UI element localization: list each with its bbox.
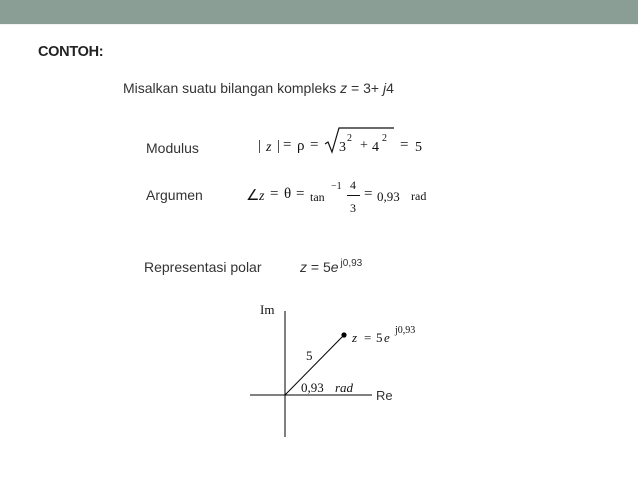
modulus-eq2: = (310, 137, 319, 153)
argumen-tan: tan (310, 190, 325, 204)
modulus-bar-right: | (277, 138, 281, 154)
point-e: e (384, 330, 390, 345)
intro-prefix: Misalkan suatu bilangan kompleks (123, 80, 341, 96)
argumen-eq2: = (296, 186, 305, 202)
polar-e: e (330, 259, 339, 275)
angle-value: 0,93 (301, 380, 324, 395)
point-eq: = (364, 330, 372, 345)
argumen-label: Argumen (146, 187, 203, 203)
argumen-unit: rad (411, 189, 427, 203)
modulus-a: 3 (339, 140, 346, 155)
polar-eq: = 5 (307, 259, 331, 275)
modulus-eq1: = (283, 137, 292, 153)
modulus-bar-left: | (258, 138, 262, 154)
heading: CONTOH: (38, 44, 104, 60)
argumen-eq3: = (364, 186, 373, 202)
point-exp: j0,93 (395, 325, 416, 336)
point-coef: 5 (376, 330, 383, 345)
argumen-eq1: = (270, 186, 279, 202)
argumen-result: 0,93 (377, 189, 400, 204)
modulus-rho: ρ (297, 138, 305, 154)
re-label: Re (376, 388, 393, 403)
argumen-den: 3 (350, 201, 356, 215)
polar-label: Representasi polar (144, 259, 262, 275)
intro-z: z (340, 80, 348, 96)
polar-z: z (300, 259, 307, 275)
modulus-plus: + (360, 138, 368, 153)
argumen-z: z (259, 189, 265, 204)
point-z (341, 332, 346, 337)
modulus-b-exp: 2 (382, 133, 387, 144)
argumen-inv: −1 (331, 181, 342, 192)
modulus-result: 5 (415, 140, 422, 155)
modulus-label: Modulus (146, 140, 199, 156)
intro-suffix: 4 (386, 80, 394, 96)
modulus-a-exp: 2 (347, 133, 352, 144)
intro-eq: = 3+ (347, 80, 383, 96)
argumen-theta: θ (284, 186, 292, 202)
argumen-angle: ∠ (246, 188, 260, 204)
modulus-eq3: = (400, 137, 409, 153)
angle-unit: rad (335, 380, 354, 395)
im-label: Im (260, 302, 275, 317)
magnitude-label: 5 (306, 348, 313, 363)
polar-exp: j0,93 (340, 258, 363, 269)
intro-j: j (382, 80, 387, 96)
point-z-label: z (352, 330, 358, 345)
modulus-z: z (266, 140, 272, 155)
argumen-num: 4 (350, 178, 356, 192)
modulus-b: 4 (372, 140, 379, 155)
